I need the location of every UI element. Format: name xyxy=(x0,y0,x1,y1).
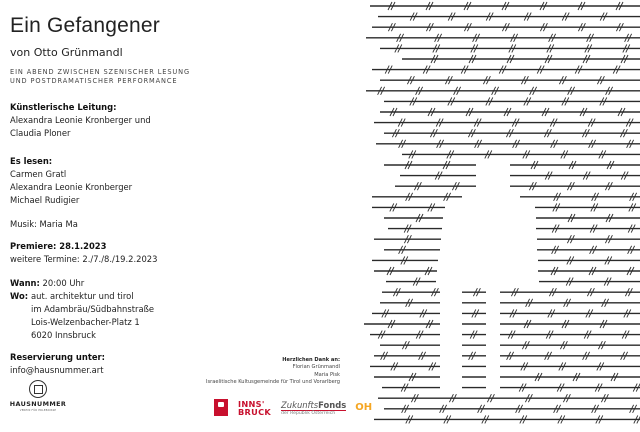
address-line: 6020 Innsbruck xyxy=(31,330,96,340)
reader: Alexandra Leonie Kronberger xyxy=(10,182,133,192)
author: von Otto Grünmandl xyxy=(10,46,123,59)
innsbruck-line-1: INNS' xyxy=(238,398,265,409)
zf-subtitle: der Republik Österreich xyxy=(281,410,336,416)
readers xyxy=(10,155,132,207)
direction-label: Künstlerische Leitung: xyxy=(10,102,117,112)
zukunftsfonds-logo xyxy=(281,400,346,416)
readers-label: Es lesen: xyxy=(10,156,53,166)
thanks-heading: Herzlichen Dank an: xyxy=(282,357,340,363)
direction-line-2: Claudia Ploner xyxy=(10,128,71,138)
poster-title: Ein Gefangener xyxy=(10,14,160,37)
premiere xyxy=(10,240,157,266)
house-number-logo-icon xyxy=(29,380,47,398)
tagline-line-2: UND POSTDRAMATISCHER PERFORMANCE xyxy=(10,76,178,85)
zf-word-a: Zukunfts xyxy=(281,399,319,410)
reader: Michael Rudigier xyxy=(10,195,80,205)
innsbruck-logo xyxy=(238,400,271,416)
innsbruck-line-2: BRUCK xyxy=(238,406,272,417)
music-credit: Musik: Maria Ma xyxy=(10,219,78,229)
when-row xyxy=(10,277,154,290)
event-details xyxy=(10,277,154,342)
address-line: im Adambräu/Südbahnstraße xyxy=(31,304,155,314)
artistic-direction xyxy=(10,101,151,140)
when-value: 20:00 Uhr xyxy=(42,278,85,288)
logo-name: HAUSNUMMER xyxy=(9,400,67,408)
acknowledgements xyxy=(206,357,340,387)
address xyxy=(31,290,154,342)
address-line: aut. architektur und tirol xyxy=(31,291,134,301)
direction-line-1: Alexandra Leonie Kronberger und xyxy=(10,115,151,125)
oh-logo: OH xyxy=(355,402,373,413)
logo-tagline: VEREIN FÜR ERLEBNISSE xyxy=(19,409,57,412)
where-row xyxy=(10,290,154,342)
reservation-email[interactable]: info@hausnummer.art xyxy=(10,365,104,375)
sponsor-logos xyxy=(214,399,372,416)
thanks-line: Florian Grünmandl xyxy=(292,364,340,371)
when-label: Wann: xyxy=(10,278,40,288)
tagline-line-1: EIN ABEND ZWISCHEN SZENISCHER LESUNG xyxy=(10,68,190,76)
address-line: Lois-Welzenbacher-Platz 1 xyxy=(31,317,140,327)
land-tirol-logo-icon xyxy=(214,399,228,416)
premiere-date: Premiere: 28.1.2023 xyxy=(10,241,107,251)
thanks-line: Maria Pisk xyxy=(314,371,340,378)
thanks-line: Israelitische Kultusgemeinde für Tirol und Vorarlberg xyxy=(206,379,340,386)
reservation xyxy=(10,351,105,377)
where-label: Wo: xyxy=(10,291,29,301)
zf-word-b: Fonds xyxy=(318,399,347,410)
reader: Carmen Gratl xyxy=(10,169,67,179)
more-dates: weitere Termine: 2./7./8./19.2.2023 xyxy=(10,254,158,264)
tagline xyxy=(10,68,190,85)
reservation-label: Reservierung unter: xyxy=(10,352,105,362)
hausnummer-logo xyxy=(8,380,68,412)
